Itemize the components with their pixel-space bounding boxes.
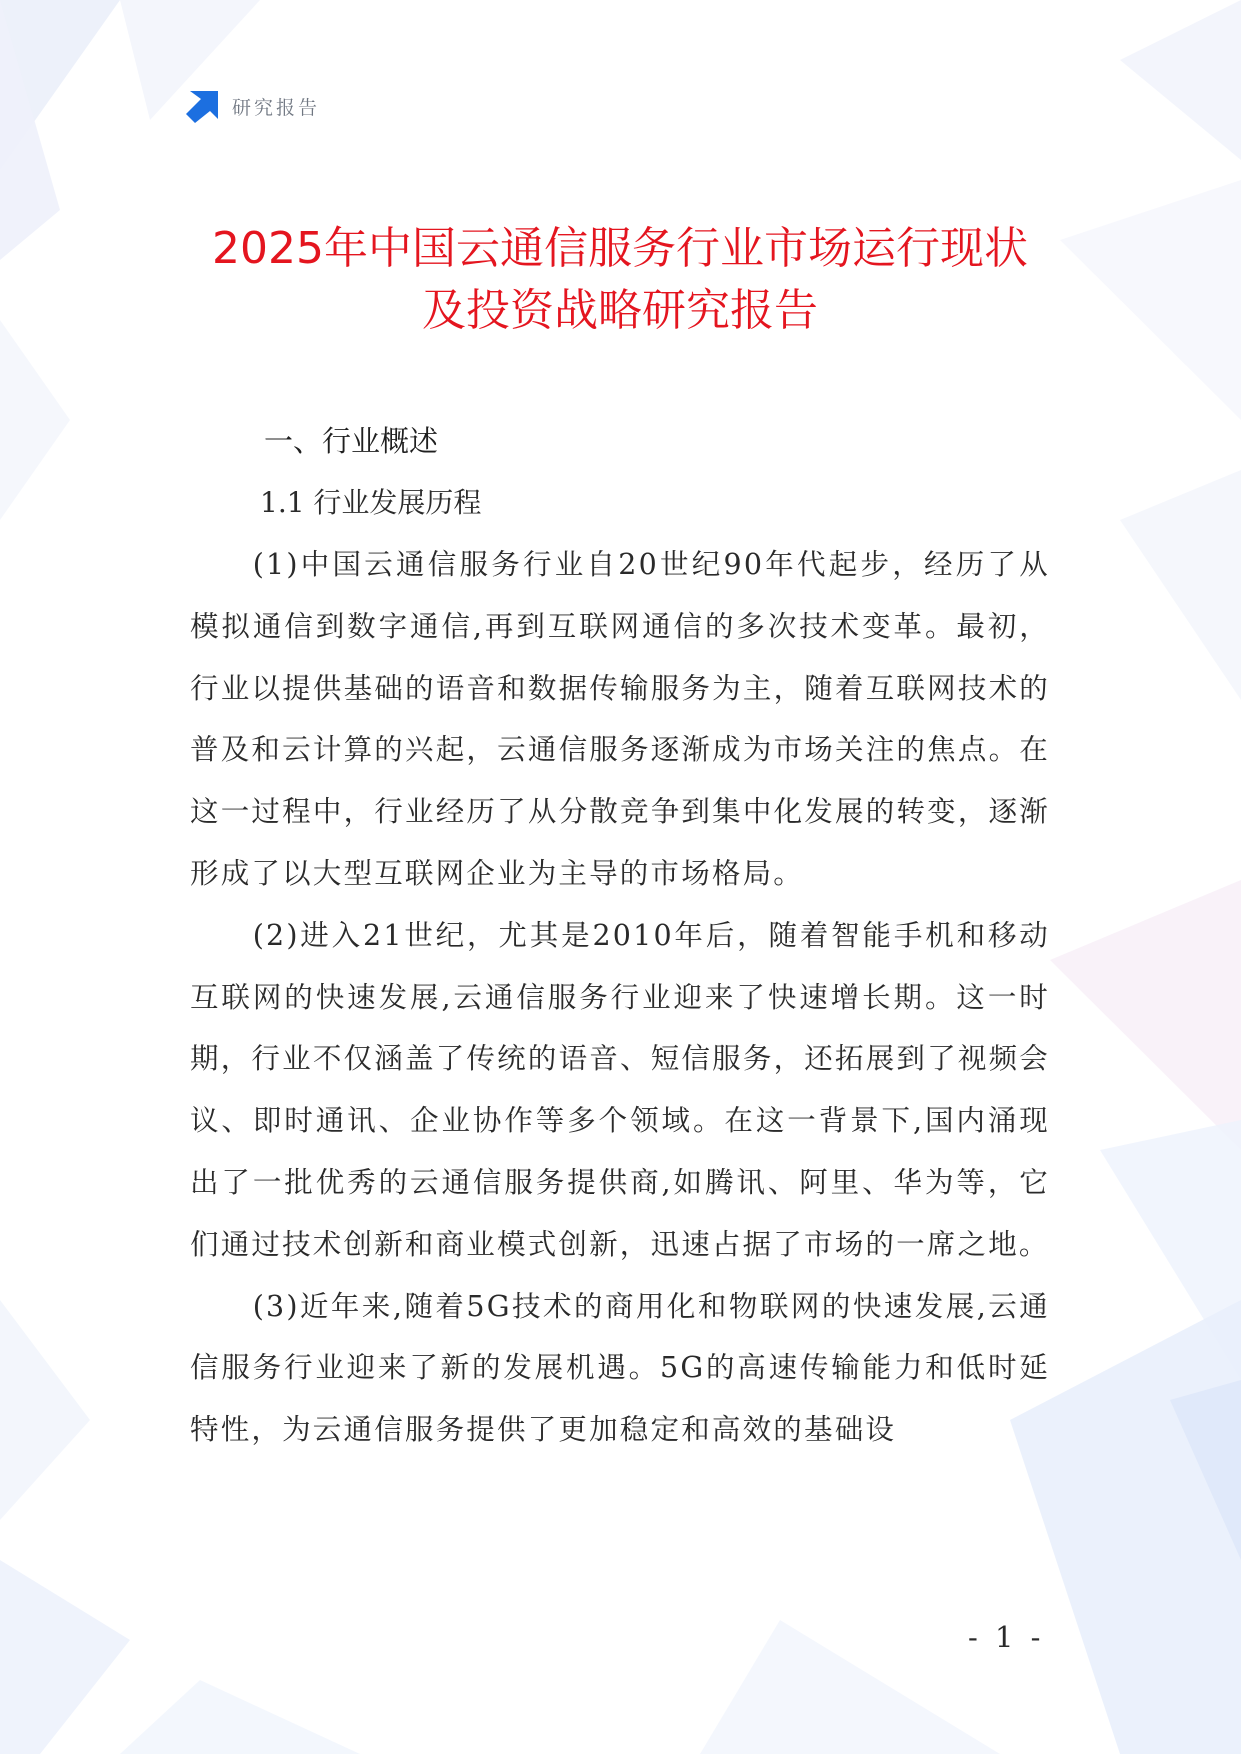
report-title: [140, 218, 1100, 342]
report-header: [186, 88, 320, 124]
section-heading: 一、行业概述: [264, 424, 439, 458]
paragraph-1: (1)中国云通信服务行业自20世纪90年代起步，经历了从模拟通信到数字通信,再到互联网通信的多次技术变革。最初，行业以提供基础的语音和数据传输服务为主，随着互联网技术的普及和云计算的兴起，云通信服务逐渐成为市场关注的焦点。在这一过程中，行业经历了从分散竞争到集中化发展的转变，逐渐形成了以大型互联网企业为主导的市场格局。: [190, 548, 1050, 890]
subsection-heading: 1.1 行业发展历程: [260, 486, 482, 519]
report-body: [190, 410, 1050, 1461]
arrow-up-right-icon: [186, 89, 220, 123]
title-line-2: 及投资战略研究报告: [422, 285, 818, 336]
paragraph-3: (3)近年来,随着5G技术的商用化和物联网的快速发展,云通信服务行业迎来了新的发展机遇。5G的高速传输能力和低时延特性，为云通信服务提供了更加稳定和高效的基础设: [190, 1289, 1050, 1447]
page-number: - 1 -: [968, 1620, 1045, 1654]
paragraph-2: (2)进入21世纪，尤其是2010年后，随着智能手机和移动互联网的快速发展,云通信服务行业迎来了快速增长期。这一时期，行业不仅涵盖了传统的语音、短信服务，还拓展到了视频会议、即时通讯、企业协作等多个领域。在这一背景下,国内涌现出了一批优秀的云通信服务提供商,如腾讯、阿里、华为等，它们通过技术创新和商业模式创新，迅速占据了市场的一席之地。: [190, 918, 1050, 1261]
header-label: 研究报告: [232, 96, 321, 119]
title-line-1: 2025年中国云通信服务行业市场运行现状: [212, 223, 1028, 274]
